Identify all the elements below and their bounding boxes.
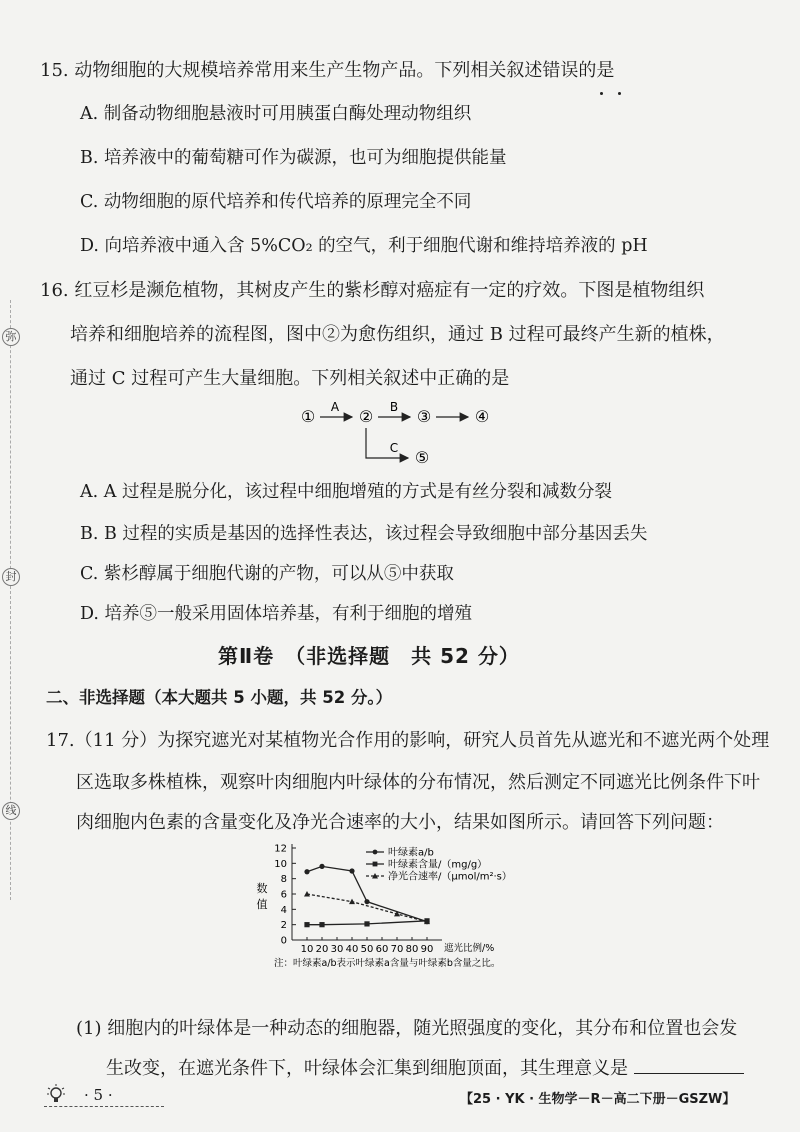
- chart-y-tick-label: 2: [280, 920, 287, 932]
- question-16-option-d: D. 培养⑤一般采用固体培养基，有利于细胞的增殖: [80, 604, 473, 624]
- question-15-option-a: A. 制备动物细胞悬液时可用胰蛋白酶处理动物组织: [80, 104, 472, 124]
- chart-y-tick-label: 4: [280, 904, 287, 916]
- question-16-stem-line: 通过 C 过程可产生大量细胞。下列相关叙述中正确的是: [70, 368, 510, 389]
- chart-y-tick-label: 6: [280, 889, 287, 901]
- chart-point-circle: [364, 899, 369, 904]
- bulb-icon: [46, 1084, 66, 1106]
- flow-label-c: C: [389, 441, 399, 455]
- chart-series-line: [307, 894, 427, 922]
- chart-y-tick-label: 10: [274, 858, 287, 870]
- chart-y-label-1: 数: [256, 882, 268, 895]
- question-15-option-c: C. 动物细胞的原代培养和传代培养的原理完全不同: [80, 192, 472, 212]
- flow-diagram: [290, 398, 510, 470]
- section-title: 第Ⅱ卷 （非选择题 共 52 分）: [218, 644, 520, 668]
- margin-mark-line: 线: [2, 802, 20, 820]
- question-16-option-c: C. 紫杉醇属于细胞代谢的产物，可以从⑤中获取: [80, 564, 454, 584]
- chart-x-tick-label: 20: [315, 944, 329, 955]
- margin-mark-seal: 弥: [2, 328, 20, 346]
- flow-arrow-c: [366, 428, 408, 458]
- chart-x-tick-label: 10: [300, 944, 314, 955]
- chart-legend-label: 净光合速率/（μmol/m²·s）: [388, 871, 512, 883]
- chart-note: 注：叶绿素a/b表示叶绿素a含量与叶绿素b含量之比。: [274, 958, 501, 969]
- emphasis-dot: [600, 92, 603, 95]
- chart-point-square: [319, 922, 324, 927]
- question-17-stem-line: 区选取多株植株，观察叶肉细胞内叶绿体的分布情况，然后测定不同遮光比例条件下叶: [76, 772, 760, 793]
- question-16-option-a: A. A 过程是脱分化，该过程中细胞增殖的方式是有丝分裂和减数分裂: [80, 482, 612, 502]
- flow-label-a: A: [330, 400, 340, 414]
- chart-x-tick-label: 60: [375, 944, 389, 955]
- footer-rule: [44, 1106, 164, 1107]
- chart-point-circle: [349, 868, 354, 873]
- question-17-stem-line: 17.（11 分）为探究遮光对某植物光合作用的影响，研究人员首先从遮光和不遮光两个处理: [46, 730, 770, 751]
- chart-legend-marker: [373, 862, 378, 867]
- chart-y-tick-label: 12: [274, 843, 287, 855]
- question-16-option-b: B. B 过程的实质是基因的选择性表达，该过程会导致细胞中部分基因丢失: [80, 524, 648, 544]
- question-15-stem: 15. 动物细胞的大规模培养常用来生产生物产品。下列相关叙述错误的是: [40, 60, 615, 81]
- chart-point-square: [304, 922, 309, 927]
- chart-point-circle: [319, 864, 324, 869]
- section-subtitle: 二、非选择题（本大题共 5 小题，共 52 分。）: [46, 688, 393, 707]
- question-17-sub1-text: 生改变，在遮光条件下，叶绿体会汇集到细胞顶面，其生理意义是: [106, 1058, 628, 1079]
- emphasis-dot: [618, 92, 621, 95]
- chart-y-tick-label: 0: [280, 935, 287, 947]
- flow-node-2: ②: [358, 407, 374, 426]
- answer-blank[interactable]: [634, 1072, 744, 1074]
- chart-x-tick-label: 30: [330, 944, 344, 955]
- question-17-sub1-line: [106, 1054, 744, 1080]
- line-chart: [250, 840, 550, 980]
- chart-y-tick-label: 8: [280, 874, 287, 886]
- page-number: · 5 ·: [84, 1086, 113, 1104]
- chart-x-tick-label: 50: [360, 944, 374, 955]
- chart-x-label: 遮光比例/%: [444, 943, 495, 954]
- question-16-stem-line: 16. 红豆杉是濒危植物，其树皮产生的紫杉醇对癌症有一定的疗效。下图是植物组织: [40, 280, 705, 301]
- flow-node-5: ⑤: [414, 448, 430, 467]
- footer-code: 【25 · YK · 生物学－R－高二下册－GSZW】: [460, 1092, 736, 1107]
- chart-point-circle: [304, 869, 309, 874]
- chart-x-tick-label: 40: [345, 944, 359, 955]
- chart-x-tick-label: 80: [405, 944, 419, 955]
- question-17-sub1-line: (1) 细胞内的叶绿体是一种动态的细胞器，随光照强度的变化，其分布和位置也会发: [76, 1018, 738, 1039]
- chart-point-triangle: [349, 899, 355, 905]
- question-15-option-b: B. 培养液中的葡萄糖可作为碳源，也可为细胞提供能量: [80, 148, 507, 168]
- question-15-option-d: D. 向培养液中通入含 5%CO₂ 的空气，利于细胞代谢和维持培养液的 pH: [80, 236, 648, 256]
- chart-x-tick-label: 90: [420, 944, 434, 955]
- chart-legend-label: 叶绿素a/b: [388, 847, 434, 859]
- chart-legend-label: 叶绿素含量/（mg/g）: [388, 859, 488, 871]
- chart-x-tick-label: 70: [390, 944, 404, 955]
- chart-y-label-2: 值: [256, 898, 268, 911]
- question-17-stem-line: 肉细胞内色素的含量变化及净光合速率的大小，结果如图所示。请回答下列问题：: [76, 812, 724, 833]
- flow-node-4: ④: [474, 407, 490, 426]
- question-16-stem-line: 培养和细胞培养的流程图，图中②为愈伤组织，通过 B 过程可最终产生新的植株，: [70, 324, 725, 345]
- margin-mark-seal: 封: [2, 568, 20, 586]
- flow-node-3: ③: [416, 407, 432, 426]
- flow-node-1: ①: [300, 407, 316, 426]
- flow-label-b: B: [389, 400, 399, 414]
- chart-legend-marker: [373, 850, 378, 855]
- chart-point-square: [364, 921, 369, 926]
